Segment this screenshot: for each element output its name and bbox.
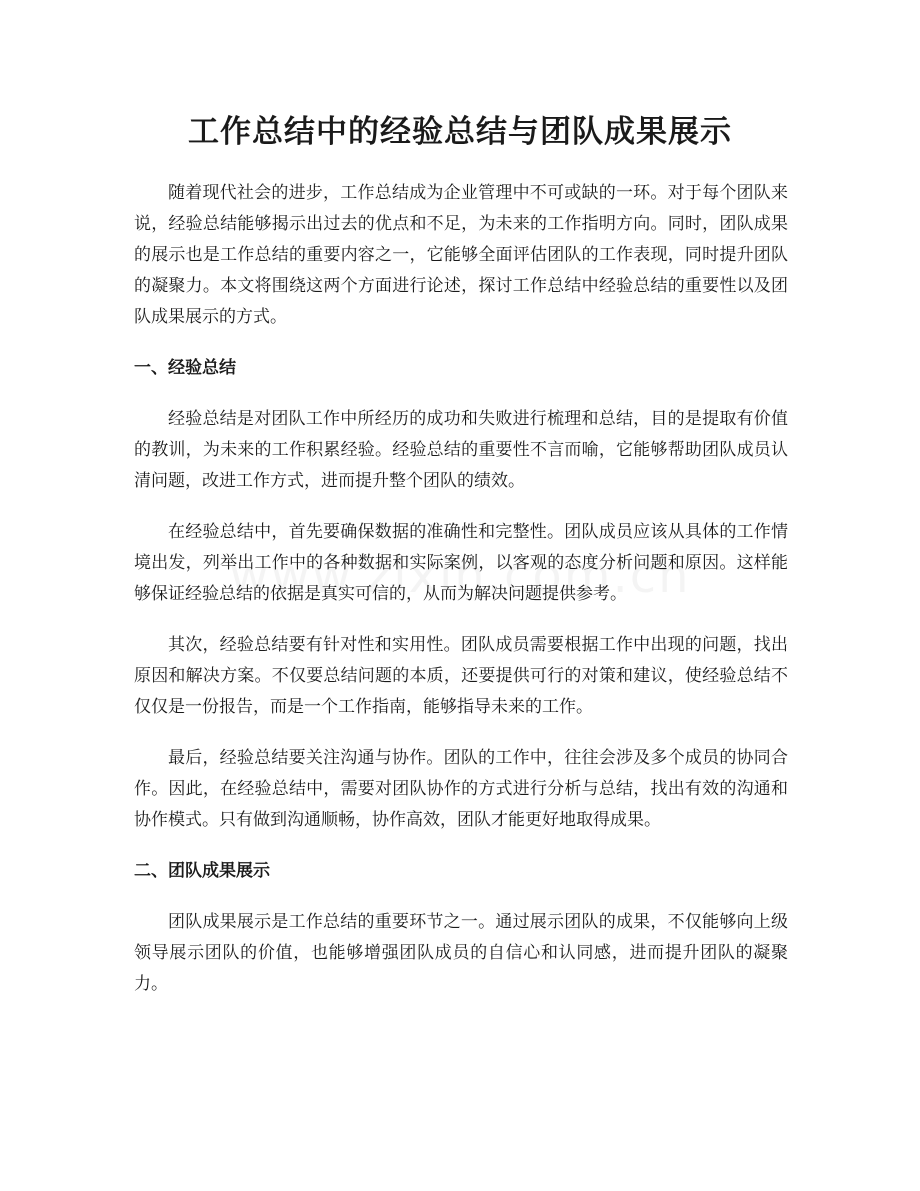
paragraph: 最后，经验总结要关注沟通与协作。团队的工作中，往往会涉及多个成员的协同合作。因此，在经验总结中，需要对团队协作的方式进行分析与总结，找出有效的沟通和协作模式。只有做到沟通顺畅，协作高效，团队才能更好地取得成果。: [134, 748, 788, 830]
document-body: [134, 178, 788, 1020]
paragraph: 团队成果展示是工作总结的重要环节之一。通过展示团队的成果，不仅能够向上级领导展示团队的价值，也能够增强团队成员的自信心和认同感，进而提升团队的凝聚力。: [134, 912, 788, 994]
document-title: 工作总结中的经验总结与团队成果展示: [188, 114, 732, 150]
paragraph: 其次，经验总结要有针对性和实用性。团队成员需要根据工作中出现的问题，找出原因和解决方案。不仅要总结问题的本质，还要提供可行的对策和建议，使经验总结不仅仅是一份报告，而是一个工作指南，能够指导未来的工作。: [134, 635, 788, 717]
paragraph: 在经验总结中，首先要确保数据的准确性和完整性。团队成员应该从具体的工作情境出发，列举出工作中的各种数据和实际案例，以客观的态度分析问题和原因。这样能够保证经验总结的依据是真实可信的，从而为解决问题提供参考。: [134, 522, 788, 604]
section-heading-experience: 一、经验总结: [134, 358, 236, 378]
paragraph: 经验总结是对团队工作中所经历的成功和失败进行梳理和总结，目的是提取有价值的教训，为未来的工作积累经验。经验总结的重要性不言而喻，它能够帮助团队成员认清问题，改进工作方式，进而提升整个团队的绩效。: [134, 409, 788, 491]
intro-paragraph: 随着现代社会的进步，工作总结成为企业管理中不可或缺的一环。对于每个团队来说，经验总结能够揭示出过去的优点和不足，为未来的工作指明方向。同时，团队成果的展示也是工作总结的重要内容之一，它能够全面评估团队的工作表现，同时提升团队的凝聚力。本文将围绕这两个方面进行论述，探讨工作总结中经验总结的重要性以及团队成果展示的方式。: [134, 183, 788, 327]
section-heading-team-results: 二、团队成果展示: [134, 861, 270, 881]
